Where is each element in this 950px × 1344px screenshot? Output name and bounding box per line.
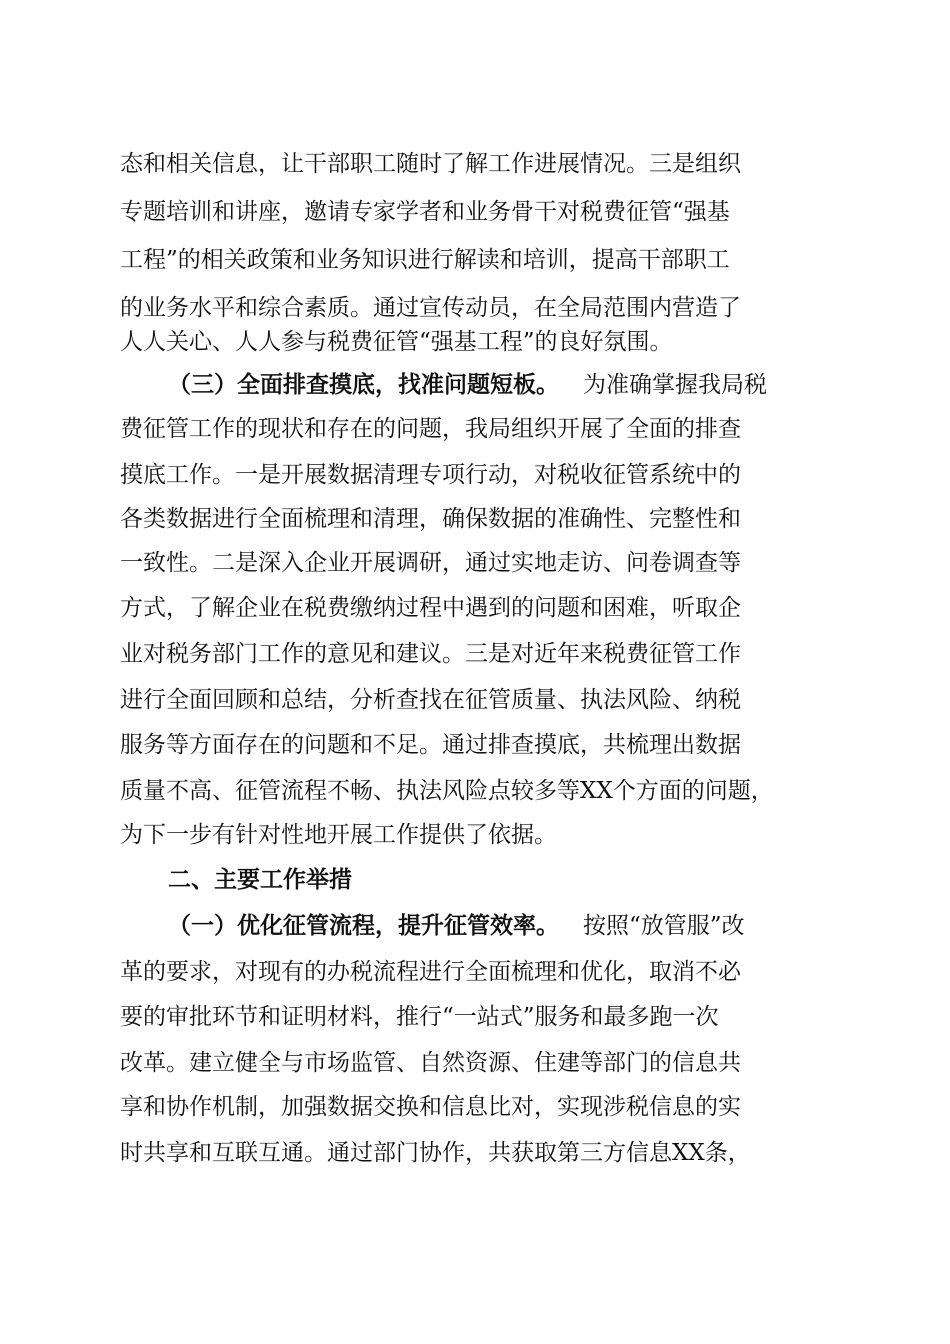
body-text: 时共享和互联互通。通过部门协作，共获取第三方信息XX条， xyxy=(120,1140,751,1166)
body-text: 质量不高、征管流程不畅、执法风险点较多等XX个方面的问题， xyxy=(120,778,774,804)
text-line xyxy=(0,997,950,1037)
text-line xyxy=(0,144,950,184)
paragraph-heading-line xyxy=(0,906,950,946)
body-text: 人人关心、人人参与税费征管“强基工程”的良好氛围。 xyxy=(120,329,673,355)
text-line xyxy=(0,192,950,232)
body-text: 进行全面回顾和总结，分析查找在征管质量、执法风险、纳税 xyxy=(120,687,741,713)
text-line xyxy=(0,322,950,362)
text-line xyxy=(0,952,950,992)
section-three-heading: （三）全面排查摸底，找准问题短板。 xyxy=(168,371,559,398)
body-text: 一致性。二是深入企业开展调研，通过实地走访、问卷调查等 xyxy=(120,550,741,576)
body-text: 各类数据进行全面梳理和清理，确保数据的准确性、完整性和 xyxy=(120,506,741,532)
text-line xyxy=(0,240,950,280)
text-line xyxy=(0,771,950,811)
body-text: 摸底工作。一是开展数据清理专项行动，对税收征管系统中的 xyxy=(120,462,741,488)
text-line xyxy=(0,409,950,449)
body-text: 为下一步有针对性地开展工作提供了依据。 xyxy=(120,822,557,848)
body-text: 业对税务部门工作的意见和建议。三是对近年来税费征管工作 xyxy=(120,641,741,667)
body-text: 费征管工作的现状和存在的问题，我局组织开展了全面的排查 xyxy=(120,416,741,442)
body-text: 的业务水平和综合素质。通过宣传动员，在全局范围内营造了 xyxy=(120,295,741,321)
body-text: 要的审批环节和证明材料，推行“一站式”服务和最多跑一次 xyxy=(120,1004,719,1030)
text-line xyxy=(0,1087,950,1127)
body-text: 方式，了解企业在税费缴纳过程中遇到的问题和困难，听取企 xyxy=(120,595,741,621)
body-text: 按照“放管服”改 xyxy=(583,913,745,939)
text-line xyxy=(0,815,950,855)
body-text: 专题培训和讲座，邀请专家学者和业务骨干对税费征管“强基 xyxy=(120,199,730,225)
paragraph-heading-line xyxy=(0,365,950,405)
text-line xyxy=(0,588,950,628)
body-text: 享和协作机制，加强数据交换和信息比对，实现涉税信息的实 xyxy=(120,1094,741,1120)
text-line xyxy=(0,455,950,495)
text-line xyxy=(0,725,950,765)
body-text: 改革。建立健全与市场监管、自然资源、住建等部门的信息共 xyxy=(120,1050,741,1076)
text-line xyxy=(0,543,950,583)
text-line xyxy=(0,499,950,539)
text-line xyxy=(0,634,950,674)
body-text: 工程”的相关政策和业务知识进行解读和培训，提高干部职工 xyxy=(120,247,730,273)
section-title-line xyxy=(0,860,950,900)
section-one-heading: （一）优化征管流程，提升征管效率。 xyxy=(168,912,559,939)
text-line xyxy=(0,1133,950,1173)
text-line xyxy=(0,1043,950,1083)
body-text: 服务等方面存在的问题和不足。通过排查摸底，共梳理出数据 xyxy=(120,732,741,758)
body-text: 为准确掌握我局税 xyxy=(583,372,767,398)
text-line xyxy=(0,680,950,720)
section-title: 二、主要工作举措 xyxy=(168,866,352,893)
body-text: 革的要求，对现有的办税流程进行全面梳理和优化，取消不必 xyxy=(120,959,741,985)
body-text: 态和相关信息，让干部职工随时了解工作进展情况。三是组织 xyxy=(120,151,741,177)
